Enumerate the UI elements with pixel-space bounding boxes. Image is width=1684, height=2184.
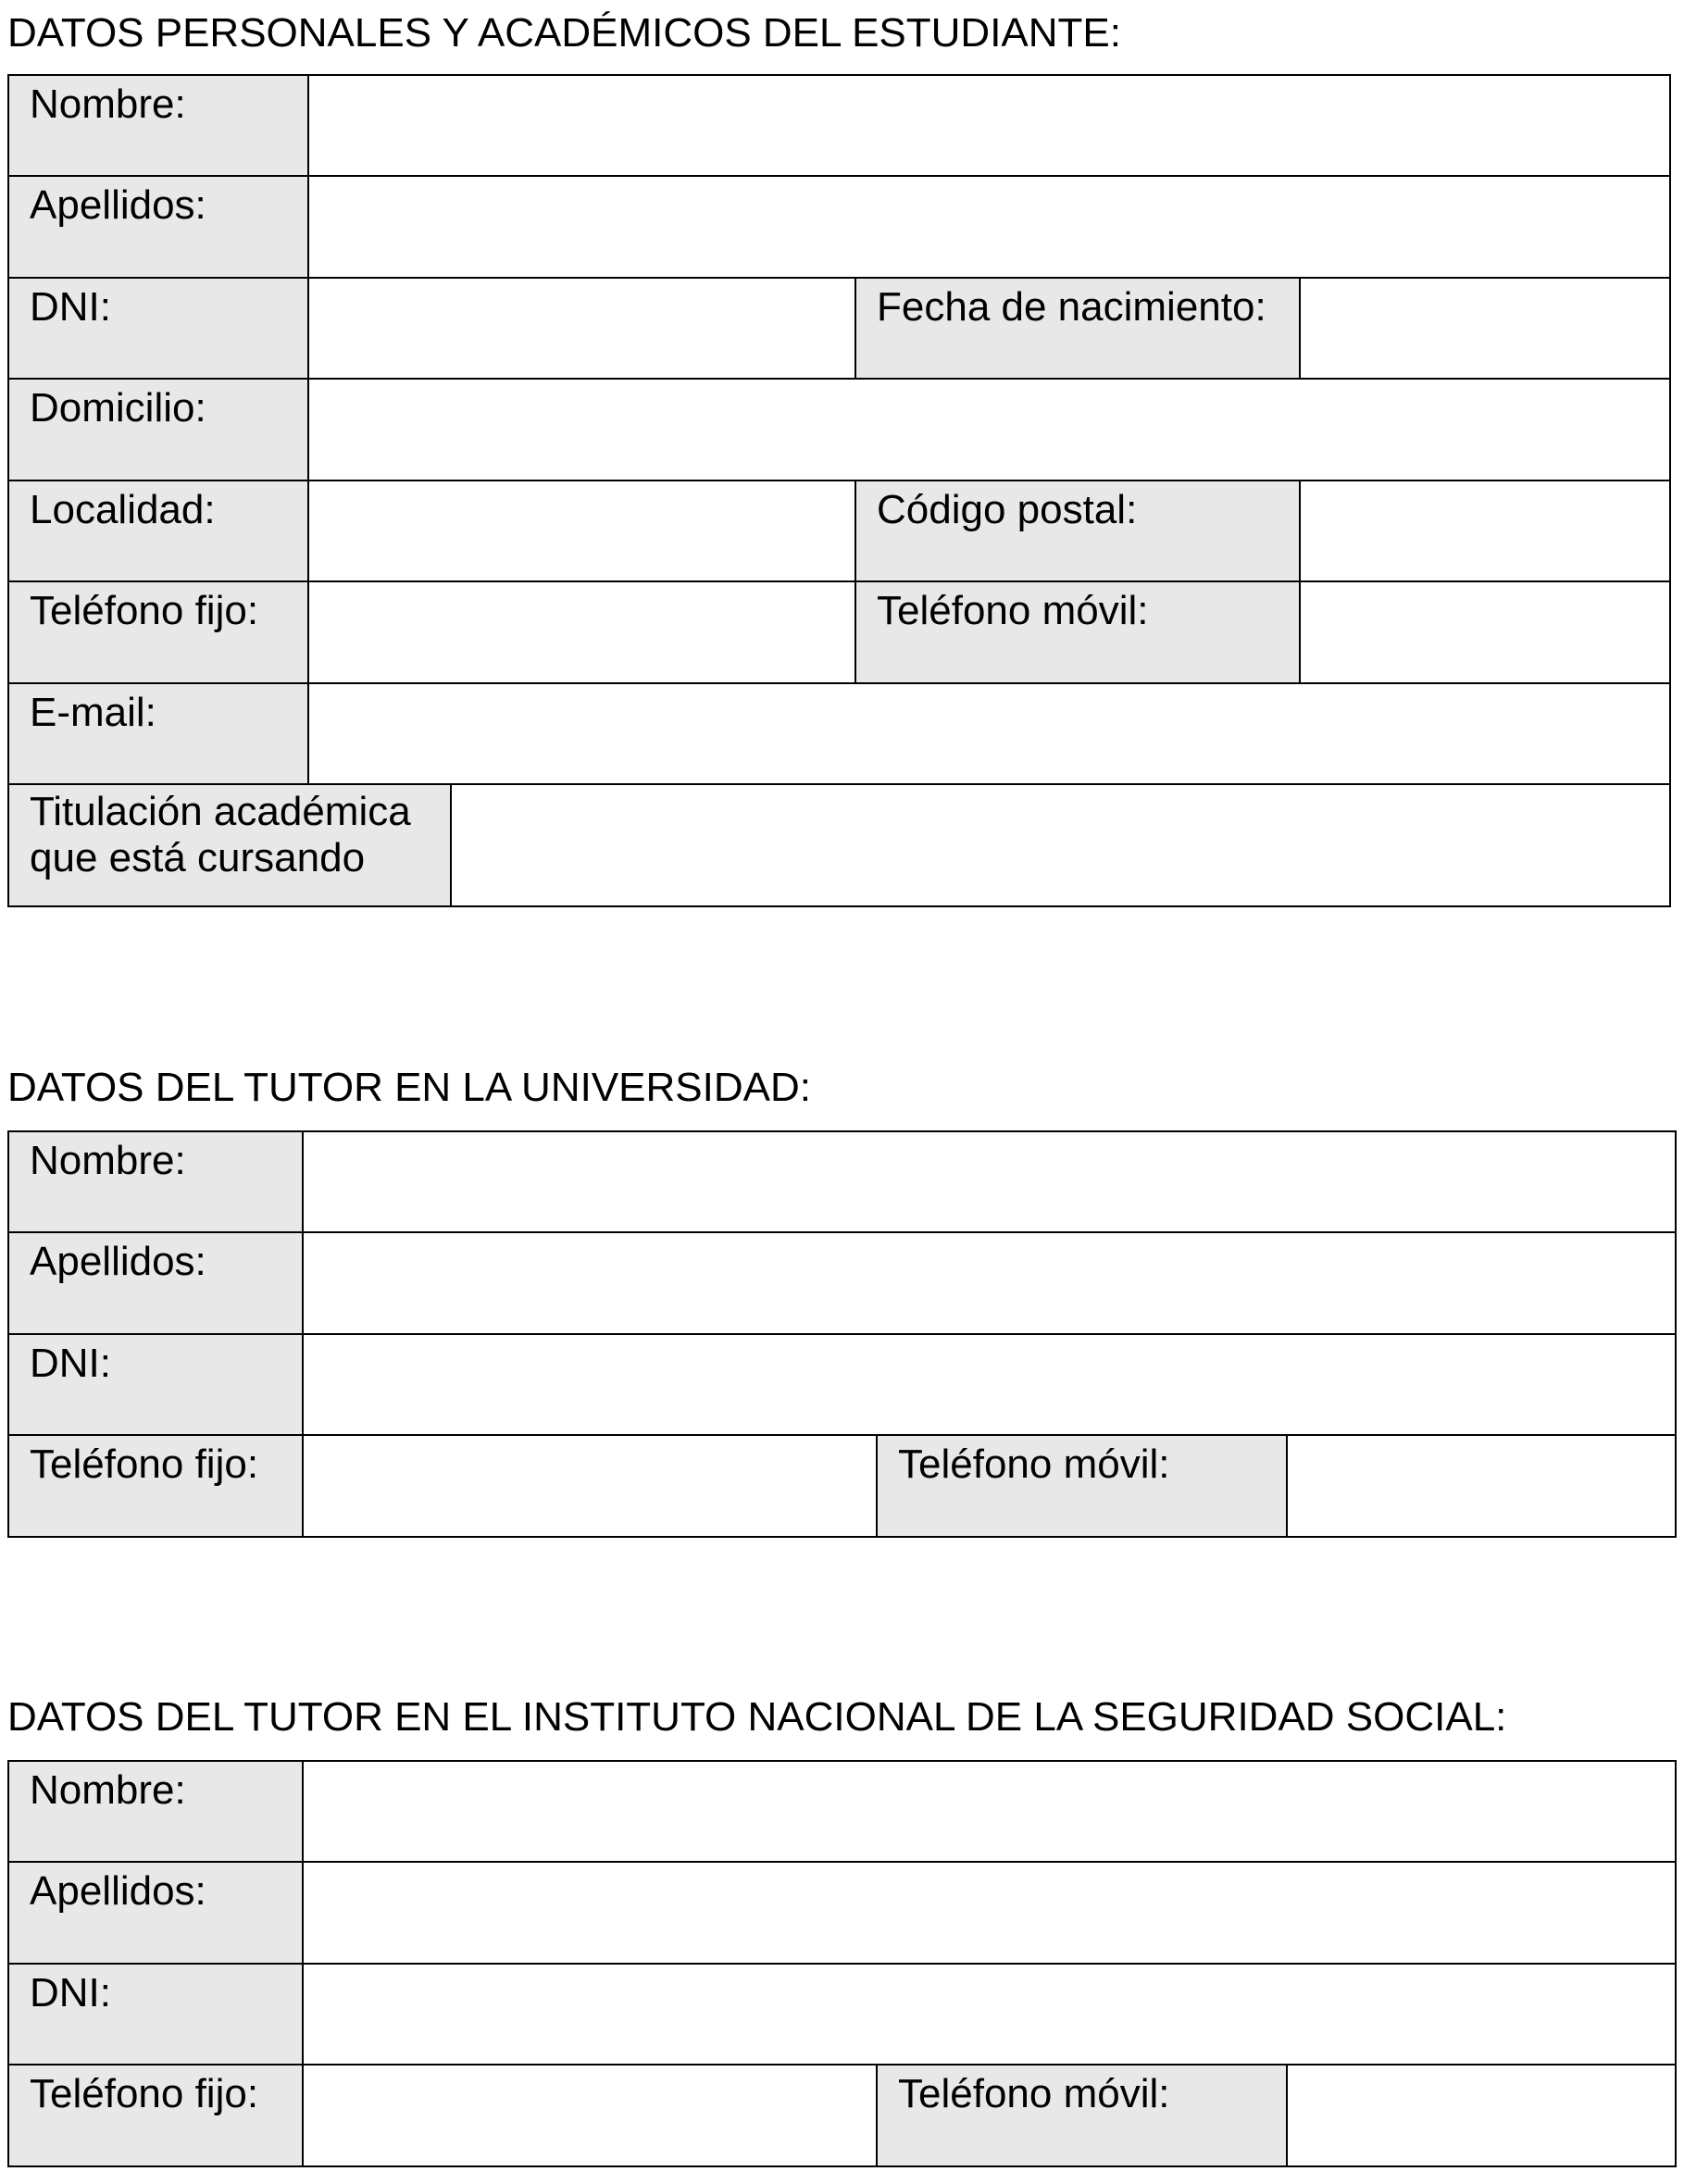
- student-codigo-postal-label: Código postal:: [877, 487, 1138, 532]
- student-titulacion-label-cell: [7, 783, 452, 907]
- university-tutor-nombre-label: Nombre:: [30, 1138, 186, 1183]
- student-domicilio-label-cell: [7, 378, 309, 481]
- university-tutor-dni-field[interactable]: [302, 1333, 1677, 1436]
- inss-tutor-telefono-fijo-label-cell: [7, 2064, 304, 2167]
- inss-tutor-telefono-fijo-label: Teléfono fijo:: [30, 2071, 259, 2116]
- inss-tutor-nombre-label-cell: [7, 1760, 304, 1863]
- student-fecha-nacimiento-label: Fecha de nacimiento:: [877, 284, 1266, 330]
- inss-tutor-nombre-label: Nombre:: [30, 1767, 186, 1813]
- inss-tutor-apellidos-field[interactable]: [302, 1861, 1677, 1965]
- student-codigo-postal-field[interactable]: [1299, 480, 1671, 582]
- student-email-field[interactable]: [307, 682, 1671, 785]
- university-tutor-telefono-fijo-label-cell: [7, 1434, 304, 1538]
- student-dni-field[interactable]: [307, 277, 856, 380]
- student-section-title: DATOS PERSONALES Y ACADÉMICOS DEL ESTUDIANTE:: [7, 10, 1121, 56]
- university-tutor-nombre-field[interactable]: [302, 1130, 1677, 1233]
- inss-tutor-apellidos-label: Apellidos:: [30, 1868, 206, 1914]
- student-email-label: E-mail:: [30, 690, 156, 735]
- student-dni-label-cell: [7, 277, 309, 380]
- student-telefono-fijo-label-cell: [7, 580, 309, 684]
- student-telefono-fijo-label: Teléfono fijo:: [30, 588, 259, 633]
- university-tutor-dni-label-cell: [7, 1333, 304, 1436]
- student-codigo-postal-label-cell: [854, 480, 1301, 582]
- student-titulacion-field[interactable]: [450, 783, 1671, 907]
- university-tutor-telefono-movil-label: Teléfono móvil:: [898, 1441, 1170, 1487]
- inss-tutor-telefono-movil-field[interactable]: [1286, 2064, 1677, 2167]
- student-nombre-label-cell: [7, 74, 309, 177]
- student-telefono-movil-label: Teléfono móvil:: [877, 588, 1149, 633]
- student-domicilio-field[interactable]: [307, 378, 1671, 481]
- inss-tutor-telefono-movil-label: Teléfono móvil:: [898, 2071, 1170, 2116]
- inss-tutor-dni-label: DNI:: [30, 1970, 111, 2016]
- university-tutor-telefono-fijo-label: Teléfono fijo:: [30, 1441, 259, 1487]
- student-apellidos-field[interactable]: [307, 175, 1671, 279]
- student-localidad-label-cell: [7, 480, 309, 582]
- student-dni-label: DNI:: [30, 284, 111, 330]
- student-domicilio-label: Domicilio:: [30, 385, 206, 431]
- student-fecha-nacimiento-label-cell: [854, 277, 1301, 380]
- university-tutor-telefono-movil-label-cell: [876, 1434, 1288, 1538]
- student-telefono-movil-field[interactable]: [1299, 580, 1671, 684]
- university-tutor-dni-label: DNI:: [30, 1341, 111, 1386]
- inss-tutor-apellidos-label-cell: [7, 1861, 304, 1965]
- student-nombre-field[interactable]: [307, 74, 1671, 177]
- student-localidad-field[interactable]: [307, 480, 856, 582]
- student-telefono-movil-label-cell: [854, 580, 1301, 684]
- student-titulacion-label-line1: Titulación académica: [30, 789, 411, 834]
- student-nombre-label: Nombre:: [30, 81, 186, 127]
- inss-tutor-section-title: DATOS DEL TUTOR EN EL INSTITUTO NACIONAL DE LA SEGURIDAD SOCIAL:: [7, 1694, 1507, 1740]
- student-email-label-cell: [7, 682, 309, 785]
- student-apellidos-label-cell: [7, 175, 309, 279]
- university-tutor-apellidos-field[interactable]: [302, 1231, 1677, 1335]
- student-localidad-label: Localidad:: [30, 487, 216, 532]
- university-tutor-section-title: DATOS DEL TUTOR EN LA UNIVERSIDAD:: [7, 1065, 811, 1110]
- university-tutor-telefono-movil-field[interactable]: [1286, 1434, 1677, 1538]
- inss-tutor-dni-label-cell: [7, 1963, 304, 2065]
- university-tutor-apellidos-label-cell: [7, 1231, 304, 1335]
- student-telefono-fijo-field[interactable]: [307, 580, 856, 684]
- inss-tutor-dni-field[interactable]: [302, 1963, 1677, 2065]
- student-apellidos-label: Apellidos:: [30, 182, 206, 228]
- university-tutor-nombre-label-cell: [7, 1130, 304, 1233]
- university-tutor-telefono-fijo-field[interactable]: [302, 1434, 878, 1538]
- inss-tutor-nombre-field[interactable]: [302, 1760, 1677, 1863]
- inss-tutor-telefono-fijo-field[interactable]: [302, 2064, 878, 2167]
- university-tutor-apellidos-label: Apellidos:: [30, 1239, 206, 1284]
- inss-tutor-telefono-movil-label-cell: [876, 2064, 1288, 2167]
- student-fecha-nacimiento-field[interactable]: [1299, 277, 1671, 380]
- student-titulacion-label-line2: que está cursando: [30, 835, 366, 880]
